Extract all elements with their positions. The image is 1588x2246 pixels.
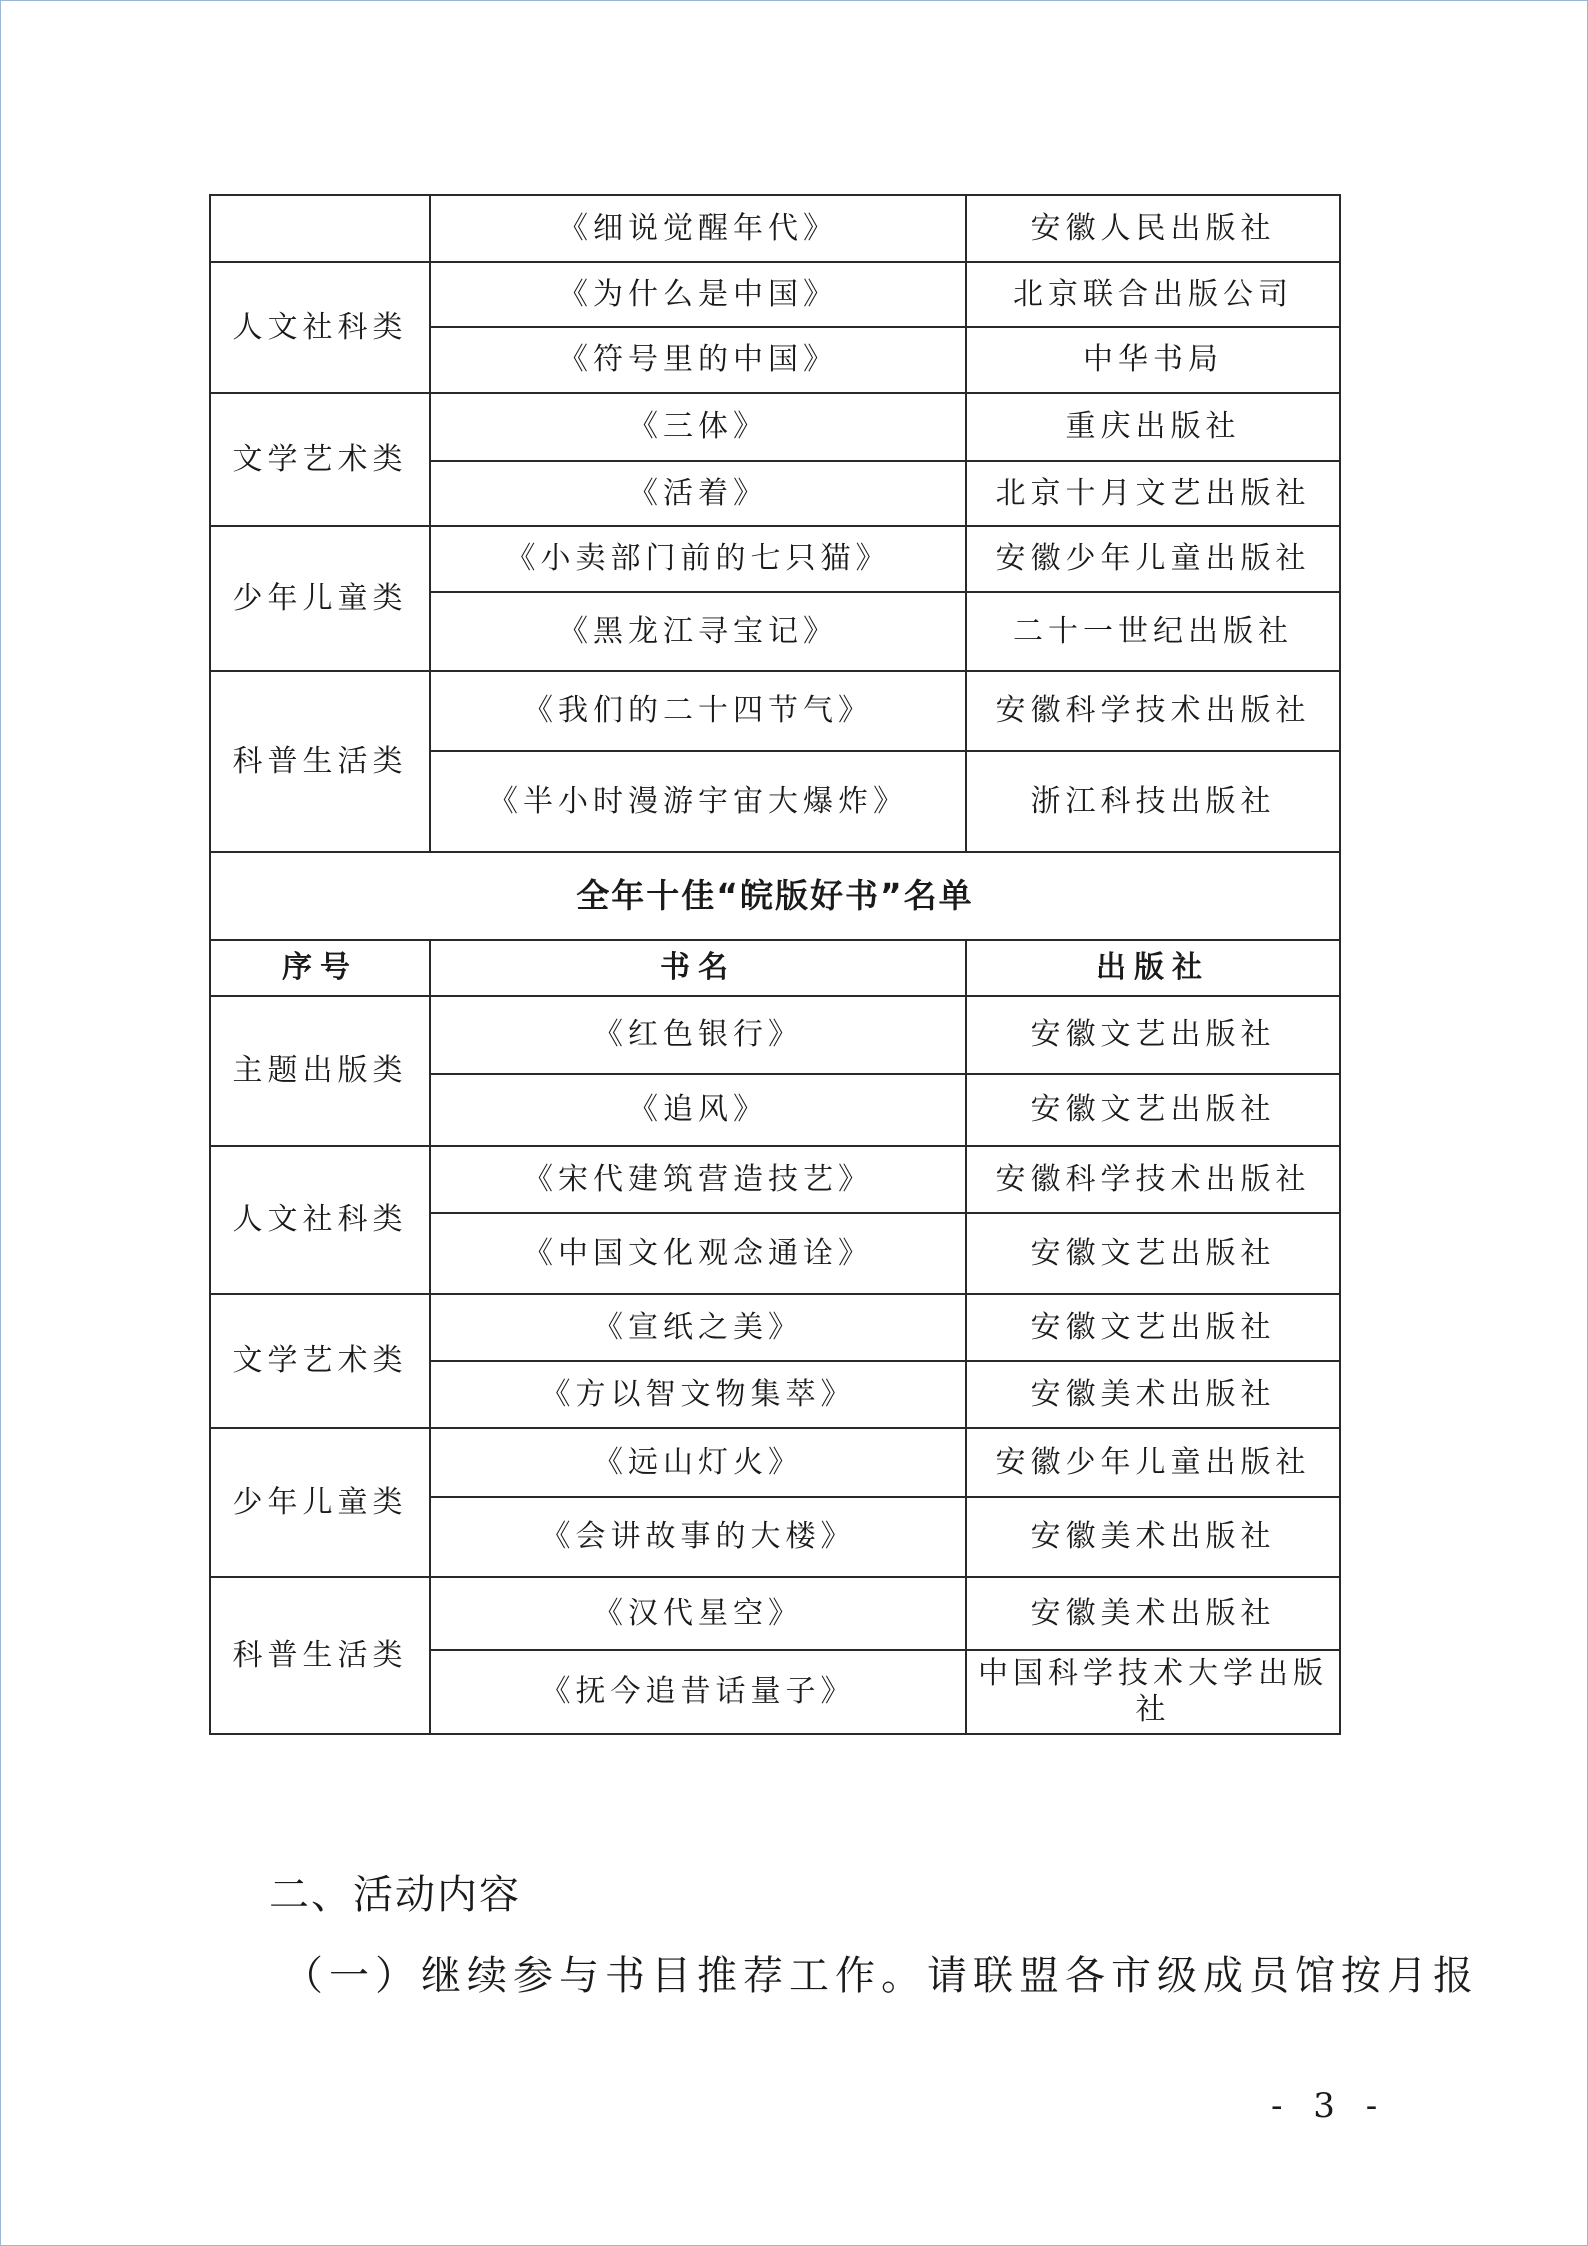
category-cell: 科普生活类 — [210, 671, 430, 852]
category-cell: 人文社科类 — [210, 1146, 430, 1294]
table-row — [210, 393, 1340, 461]
table-row — [210, 852, 1340, 940]
category-cell — [210, 195, 430, 262]
category-cell: 人文社科类 — [210, 262, 430, 393]
header-publisher: 出版社 — [966, 940, 1340, 996]
book-title-cell: 《活着》 — [430, 461, 966, 526]
publisher-cell: 安徽人民出版社 — [966, 195, 1340, 262]
book-title-cell: 《为什么是中国》 — [430, 262, 966, 327]
book-list-table — [209, 194, 1341, 1735]
publisher-cell: 安徽文艺出版社 — [966, 996, 1340, 1074]
book-title-cell: 《抚今追昔话量子》 — [430, 1650, 966, 1734]
category-cell: 科普生活类 — [210, 1577, 430, 1734]
publisher-cell: 安徽美术出版社 — [966, 1577, 1340, 1650]
book-title-cell: 《红色银行》 — [430, 996, 966, 1074]
page-number: - 3 - — [1271, 2086, 1388, 2126]
table-row — [210, 671, 1340, 751]
publisher-cell: 安徽文艺出版社 — [966, 1213, 1340, 1294]
table-row — [210, 996, 1340, 1074]
table-row — [210, 1294, 1340, 1361]
category-cell: 少年儿童类 — [210, 1428, 430, 1577]
publisher-cell: 二十一世纪出版社 — [966, 592, 1340, 671]
category-cell: 主题出版类 — [210, 996, 430, 1146]
table-row — [210, 1146, 1340, 1213]
table-row — [210, 1577, 1340, 1650]
publisher-cell: 中国科学技术大学出版社 — [966, 1650, 1340, 1734]
book-title-cell: 《半小时漫游宇宙大爆炸》 — [430, 751, 966, 852]
table-row — [210, 1428, 1340, 1497]
table-row — [210, 262, 1340, 327]
book-title-cell: 《方以智文物集萃》 — [430, 1361, 966, 1428]
category-cell: 文学艺术类 — [210, 393, 430, 526]
publisher-cell: 安徽美术出版社 — [966, 1497, 1340, 1577]
publisher-cell: 中华书局 — [966, 327, 1340, 393]
publisher-cell: 北京联合出版公司 — [966, 262, 1340, 327]
book-title-cell: 《符号里的中国》 — [430, 327, 966, 393]
body-paragraph: （一）继续参与书目推荐工作。请联盟各市级成员馆按月报 — [283, 1953, 1479, 1999]
book-title-cell: 《我们的二十四节气》 — [430, 671, 966, 751]
book-title-cell: 《细说觉醒年代》 — [430, 195, 966, 262]
book-title-cell: 《中国文化观念通诠》 — [430, 1213, 966, 1294]
header-title: 书名 — [430, 940, 966, 996]
publisher-cell: 安徽文艺出版社 — [966, 1074, 1340, 1146]
table-header-row — [210, 940, 1340, 996]
book-title-cell: 《宣纸之美》 — [430, 1294, 966, 1361]
book-title-cell: 《小卖部门前的七只猫》 — [430, 526, 966, 592]
header-no: 序号 — [210, 940, 430, 996]
book-title-cell: 《黑龙江寻宝记》 — [430, 592, 966, 671]
publisher-cell: 北京十月文艺出版社 — [966, 461, 1340, 526]
book-title-cell: 《会讲故事的大楼》 — [430, 1497, 966, 1577]
book-title-cell: 《宋代建筑营造技艺》 — [430, 1146, 966, 1213]
publisher-cell: 安徽少年儿童出版社 — [966, 1428, 1340, 1497]
category-cell: 文学艺术类 — [210, 1294, 430, 1428]
publisher-cell: 浙江科技出版社 — [966, 751, 1340, 852]
publisher-cell: 重庆出版社 — [966, 393, 1340, 461]
publisher-cell: 安徽美术出版社 — [966, 1361, 1340, 1428]
book-title-cell: 《追风》 — [430, 1074, 966, 1146]
publisher-cell: 安徽文艺出版社 — [966, 1294, 1340, 1361]
table-row — [210, 526, 1340, 592]
book-title-cell: 《远山灯火》 — [430, 1428, 966, 1497]
book-title-cell: 《汉代星空》 — [430, 1577, 966, 1650]
annual-list-title: 全年十佳“皖版好书”名单 — [210, 852, 1340, 940]
publisher-cell: 安徽少年儿童出版社 — [966, 526, 1340, 592]
publisher-cell: 安徽科学技术出版社 — [966, 671, 1340, 751]
publisher-cell: 安徽科学技术出版社 — [966, 1146, 1340, 1213]
book-title-cell: 《三体》 — [430, 393, 966, 461]
category-cell: 少年儿童类 — [210, 526, 430, 671]
section-heading: 二、活动内容 — [269, 1872, 521, 1918]
table-row — [210, 195, 1340, 262]
